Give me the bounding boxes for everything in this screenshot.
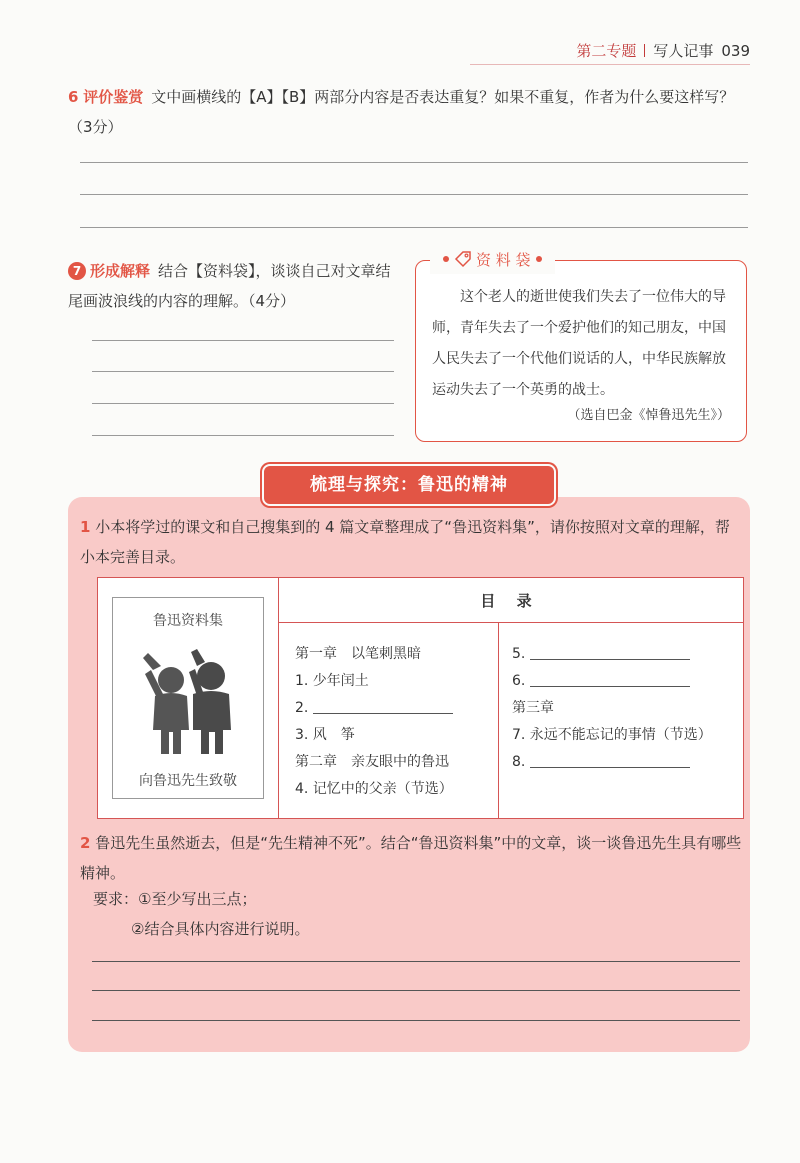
answer-line[interactable]: [80, 227, 748, 228]
material-box-title: 资 料 袋: [430, 244, 555, 274]
panel-question-1: [80, 512, 740, 572]
toc-item: 5.: [512, 641, 690, 667]
subject-label: 写人记事: [653, 42, 714, 60]
toc-item: 6.: [512, 668, 690, 694]
fill-blank[interactable]: [530, 767, 690, 768]
section-label: 第二专题: [576, 42, 637, 60]
toc-item: 7. 永远不能忘记的事情（节选）: [512, 727, 712, 743]
fill-blank[interactable]: [313, 713, 453, 714]
question-number: 6: [68, 88, 79, 106]
toc-item: 第三章: [512, 700, 554, 716]
book-caption: 向鲁迅先生致敬: [139, 773, 237, 789]
answer-line[interactable]: [92, 403, 394, 404]
toc-item: 1. 少年闰土: [295, 673, 369, 689]
question-text: 结合【资料袋】，谈谈自己对文章结尾画波浪线的内容的理解。（4分）: [68, 262, 391, 310]
page-number: 039: [721, 42, 750, 60]
toc-item: 第一章 以笔刺黑暗: [295, 646, 421, 662]
answer-line[interactable]: [92, 990, 740, 991]
material-text: 这个老人的逝世使我们失去了一位伟大的导师，青年失去了一个爱护他们的知己朋友，中国人民失去了一个代他们说话的人，中华民族解放运动失去了一个英勇的战士。: [432, 289, 726, 398]
question-number: 7: [68, 262, 86, 280]
question-number: 2: [80, 834, 91, 852]
question-tag: 形成解释: [90, 262, 151, 280]
question-text: 小本将学过的课文和自己搜集到的 4 篇文章整理成了“鲁迅资料集”，请你按照对文章的理解，帮小本完善目录。: [80, 518, 730, 566]
tag-icon: [454, 250, 472, 268]
question-tag: 评价鉴赏: [83, 88, 144, 106]
fill-blank[interactable]: [530, 686, 690, 687]
answer-line[interactable]: [92, 435, 394, 436]
requirements: 要求：①至少写出三点； ②结合具体内容进行说明。: [93, 890, 310, 938]
catalog-header: 目 录: [480, 592, 540, 610]
toc-item: 第二章 亲友眼中的鲁迅: [295, 754, 449, 770]
answer-line[interactable]: [92, 340, 394, 341]
question-text: 文中画横线的【A】【B】两部分内容是否表达重复？如果不重复，作者为什么要这样写？（3分）: [68, 88, 735, 136]
toc-item: 2.: [295, 695, 453, 721]
question-text: 鲁迅先生虽然逝去，但是“先生精神不死”。结合“鲁迅资料集”中的文章，谈一谈鲁迅先生具有哪些精神。: [80, 834, 742, 882]
toc-item: 8.: [512, 749, 690, 775]
question-7: [68, 256, 403, 316]
material-source: （选自巴金《悼鲁迅先生》）: [567, 408, 730, 423]
panel-question-2: [80, 828, 750, 888]
page-header: [576, 40, 750, 61]
book-cover: [112, 597, 264, 799]
section-banner: 梳理与探究：鲁迅的精神: [262, 464, 556, 506]
book-title: 鲁迅资料集: [153, 613, 223, 629]
answer-line[interactable]: [92, 371, 394, 372]
question-number: 1: [80, 518, 91, 536]
answer-line[interactable]: [80, 194, 748, 195]
answer-line[interactable]: [80, 162, 748, 163]
header-rule: [470, 64, 750, 65]
question-6: [68, 82, 758, 142]
answer-line[interactable]: [92, 961, 740, 962]
toc-item: 4. 记忆中的父亲（节选）: [295, 781, 453, 797]
answer-line[interactable]: [92, 1020, 740, 1021]
saluting-children-image: [135, 646, 243, 756]
fill-blank[interactable]: [530, 659, 690, 660]
toc-item: 3. 风 筝: [295, 727, 355, 743]
